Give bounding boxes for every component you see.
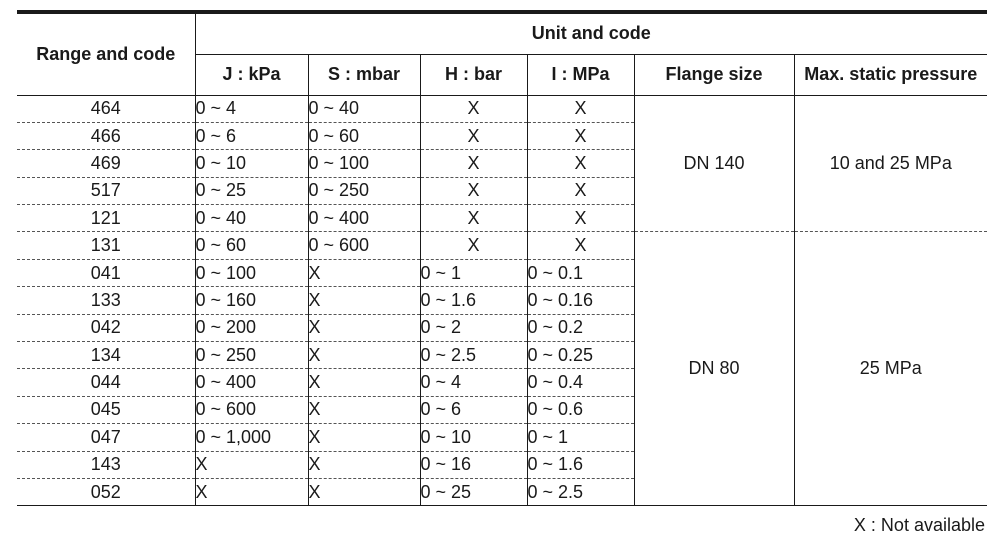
- s-mbar-cell: X: [308, 287, 420, 314]
- mpa-cell: 0 ~ 0.2: [527, 314, 634, 341]
- mpa-cell: 0 ~ 1.6: [527, 451, 634, 478]
- s-mbar-cell: X: [308, 424, 420, 451]
- mpa-cell: X: [527, 95, 634, 122]
- s-mbar-cell: X: [308, 451, 420, 478]
- bar-cell: 0 ~ 2.5: [420, 342, 527, 369]
- s-mbar-cell: 0 ~ 60: [308, 122, 420, 149]
- range-code-cell: 044: [17, 369, 195, 396]
- bar-cell: 0 ~ 1: [420, 259, 527, 286]
- bar-cell: 0 ~ 1.6: [420, 287, 527, 314]
- kpa-cell: 0 ~ 10: [195, 150, 308, 177]
- kpa-cell: 0 ~ 250: [195, 342, 308, 369]
- kpa-cell: 0 ~ 1,000: [195, 424, 308, 451]
- mpa-cell: 0 ~ 0.16: [527, 287, 634, 314]
- bar-cell: X: [420, 122, 527, 149]
- mpa-cell: 0 ~ 1: [527, 424, 634, 451]
- mpa-cell: 0 ~ 0.25: [527, 342, 634, 369]
- kpa-cell: 0 ~ 60: [195, 232, 308, 259]
- kpa-cell: 0 ~ 600: [195, 396, 308, 423]
- range-code-cell: 469: [17, 150, 195, 177]
- range-code-cell: 121: [17, 205, 195, 232]
- s-mbar-cell: X: [308, 259, 420, 286]
- kpa-cell: X: [195, 451, 308, 478]
- range-header: Range and code: [17, 12, 195, 95]
- col-header-j: J : kPa: [195, 54, 308, 95]
- range-code-cell: 517: [17, 177, 195, 204]
- mpa-cell: 0 ~ 0.4: [527, 369, 634, 396]
- max-pressure-cell: 10 and 25 MPa: [794, 95, 987, 232]
- kpa-cell: 0 ~ 25: [195, 177, 308, 204]
- mpa-cell: 0 ~ 0.1: [527, 259, 634, 286]
- mpa-cell: 0 ~ 0.6: [527, 396, 634, 423]
- s-mbar-cell: 0 ~ 250: [308, 177, 420, 204]
- mpa-cell: X: [527, 205, 634, 232]
- kpa-cell: 0 ~ 400: [195, 369, 308, 396]
- bar-cell: X: [420, 232, 527, 259]
- range-code-cell: 133: [17, 287, 195, 314]
- s-mbar-cell: 0 ~ 400: [308, 205, 420, 232]
- kpa-cell: 0 ~ 100: [195, 259, 308, 286]
- bar-cell: 0 ~ 4: [420, 369, 527, 396]
- bar-cell: 0 ~ 16: [420, 451, 527, 478]
- mpa-cell: X: [527, 177, 634, 204]
- col-header-s: S : mbar: [308, 54, 420, 95]
- table-body: [17, 95, 987, 506]
- header-row-1: [17, 12, 987, 54]
- mpa-cell: X: [527, 232, 634, 259]
- s-mbar-cell: X: [308, 369, 420, 396]
- bar-cell: 0 ~ 25: [420, 478, 527, 505]
- spec-table: [17, 10, 987, 506]
- mpa-cell: X: [527, 150, 634, 177]
- bar-cell: X: [420, 205, 527, 232]
- footnote: X : Not available: [853, 515, 985, 535]
- range-code-cell: 042: [17, 314, 195, 341]
- kpa-cell: 0 ~ 6: [195, 122, 308, 149]
- kpa-cell: 0 ~ 40: [195, 205, 308, 232]
- flange-size-cell: DN 140: [634, 95, 794, 232]
- range-code-cell: 041: [17, 259, 195, 286]
- s-mbar-cell: 0 ~ 40: [308, 95, 420, 122]
- s-mbar-cell: 0 ~ 600: [308, 232, 420, 259]
- range-code-cell: 464: [17, 95, 195, 122]
- range-code-cell: 143: [17, 451, 195, 478]
- unit-header: Unit and code: [195, 12, 987, 54]
- kpa-cell: X: [195, 478, 308, 505]
- kpa-cell: 0 ~ 160: [195, 287, 308, 314]
- bar-cell: X: [420, 177, 527, 204]
- s-mbar-cell: X: [308, 314, 420, 341]
- kpa-cell: 0 ~ 200: [195, 314, 308, 341]
- range-code-cell: 045: [17, 396, 195, 423]
- range-code-cell: 047: [17, 424, 195, 451]
- col-header-h: H : bar: [420, 54, 527, 95]
- range-code-cell: 052: [90, 481, 121, 502]
- col-header-pressure: Max. static pressure: [794, 54, 987, 95]
- bar-cell: 0 ~ 2: [420, 314, 527, 341]
- s-mbar-cell: X: [308, 342, 420, 369]
- table-row: [17, 95, 987, 122]
- bar-cell: X: [420, 95, 527, 122]
- s-mbar-cell: X: [308, 478, 420, 505]
- s-mbar-cell: X: [308, 396, 420, 423]
- s-mbar-cell: 0 ~ 100: [308, 150, 420, 177]
- kpa-cell: 0 ~ 4: [195, 95, 308, 122]
- table-row: [17, 232, 987, 259]
- range-code-cell: 134: [17, 342, 195, 369]
- mpa-cell: 0 ~ 2.5: [527, 478, 634, 505]
- range-code-cell: 131: [17, 232, 195, 259]
- bar-cell: 0 ~ 6: [420, 396, 527, 423]
- col-header-i: I : MPa: [527, 54, 634, 95]
- range-code-cell: 466: [17, 122, 195, 149]
- max-pressure-cell: 25 MPa: [794, 232, 987, 506]
- flange-size-cell: DN 80: [634, 232, 794, 506]
- col-header-flange: Flange size: [634, 54, 794, 95]
- mpa-cell: X: [527, 122, 634, 149]
- bar-cell: X: [420, 150, 527, 177]
- bar-cell: 0 ~ 10: [420, 424, 527, 451]
